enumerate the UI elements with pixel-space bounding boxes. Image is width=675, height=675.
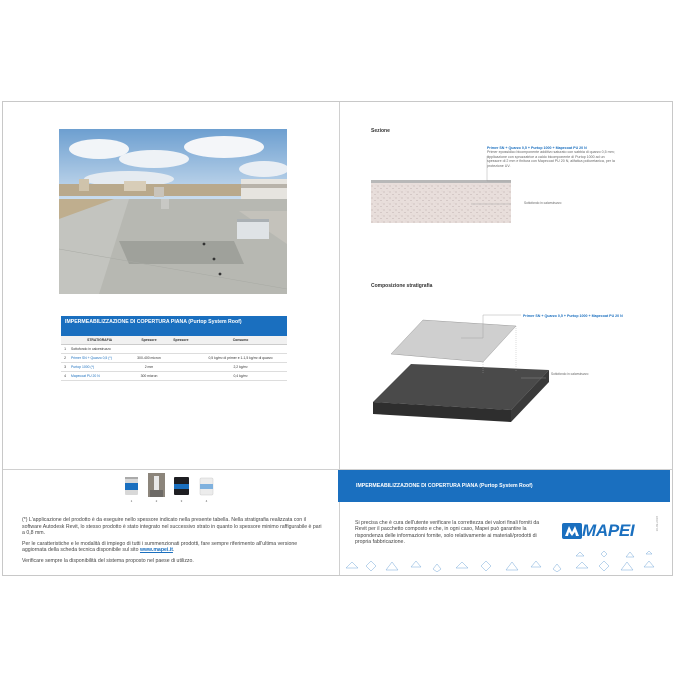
note-technical-sheet-text: Per le caratteristiche e le modalità di impiego di tutti i summenzionati prodotti, fare sempre riferimento all'ultima versione aggiornata della scheda tecnica disponibile sul sito [22, 540, 298, 554]
cell: 300-400 micron [130, 354, 168, 363]
product-application-image [148, 473, 165, 497]
cell [168, 345, 194, 354]
rooftop-photo [59, 129, 287, 294]
thumb-number: 3 [180, 499, 183, 503]
mapei-logo [562, 521, 634, 541]
cell [194, 345, 287, 354]
page-divider [339, 102, 340, 575]
document-code: 10-09-2018 [655, 516, 659, 532]
composition-substrate-label: Sottofondo in calcestruzzo [551, 372, 589, 376]
table-row [61, 354, 287, 363]
cell: 2 [61, 354, 69, 363]
col-header [61, 336, 69, 345]
thumb-number: 4 [205, 499, 208, 503]
document-spread [2, 101, 673, 576]
composition-title: Composizione stratigrafia [371, 283, 433, 289]
thumb-number: 2 [155, 499, 158, 503]
table-title: IMPERMEABILIZZAZIONE DI COPERTURA PIANA (Purtop System Roof) [61, 316, 287, 336]
cell: Purtop 1000 (*) [69, 363, 130, 372]
stratigraphy-table [61, 336, 287, 381]
cell [168, 363, 194, 372]
product-drum-image [173, 473, 190, 497]
section-callout-body: Primer epossidico bicomponente additivo saturato con sabbia di quarzo 0,5 mm; applicazione con spruzzatrice a caldo bicomponente di Purtop 1000 ad un spessore di 2 mm e finitura con Mapecoat PU 20 N, alifatica poliuretanica, per la protezione UV. [487, 150, 615, 168]
note-application: (*) L'applicazione del prodotto è da eseguire nello spessore indicato nella presente tabella. Nella stratigrafia realizzata con il software Autodesk Revit, lo stesso prodotto è stato integrato nel successivo strato in quanto lo spessore minimo raffigurabile è pari a 0,8 mm. [22, 517, 322, 537]
product-container-image [198, 473, 215, 497]
disclaimer: Si precisa che è cura dell'utente verificare la correttezza dei valori finali forniti da Revit per il pacchetto composto e che, in ogni caso, Mapei può garantire la rispondenza delle informazioni fornite, solo relativamente ai materiali/prodotti di propria fabbricazione. [355, 520, 540, 546]
col-header: Spessore [168, 336, 194, 345]
table-row [61, 372, 287, 381]
cell [168, 354, 194, 363]
footer-pattern [341, 548, 667, 572]
product-bucket-image [123, 473, 140, 497]
col-header: STRATIGRAFIA [69, 336, 130, 345]
section-callout-head: Primer SN + Quarzo 0,5 + Purtop 1000 + Mapecoat PU 20 N [487, 146, 587, 150]
section-substrate-label: Sottofondo in calcestruzzo [524, 201, 562, 205]
cell: Mapecoat PU 20 N [69, 372, 130, 381]
note-availability: Verificare sempre la disponibilità del sistema proposto nel paese di utilizzo. [22, 557, 194, 564]
section-title: Sezione [371, 128, 390, 134]
cell: 1 [61, 345, 69, 354]
footer-banner: IMPERMEABILIZZAZIONE DI COPERTURA PIANA (Purtop System Roof) [338, 470, 670, 502]
cell: 2 mm [130, 363, 168, 372]
logo-text: MAPEI [582, 521, 635, 540]
cell: 3 [61, 363, 69, 372]
note-technical-sheet: Per le caratteristiche e le modalità di impiego di tutti i summenzionati prodotti, fare sempre riferimento all'ultima versione aggiornata della scheda tecnica disponibile sul sito www.mapei.it. [22, 540, 298, 554]
mapei-mark-icon [562, 523, 582, 539]
table-row [61, 363, 287, 372]
composition-callout-head: Primer SN + Quarzo 0,5 + Purtop 1000 + Mapecoat PU 20 N [523, 314, 623, 318]
table-header-row [61, 336, 287, 345]
col-header: Spessore [130, 336, 168, 345]
cell [168, 372, 194, 381]
col-header: Consumo [194, 336, 287, 345]
composition-diagram [371, 312, 561, 427]
table-row [61, 345, 287, 354]
cell [130, 345, 168, 354]
footnotes [22, 517, 322, 569]
cell: 4 [61, 372, 69, 381]
cell: 0,4 kg/m² [194, 372, 287, 381]
section-diagram [371, 142, 621, 232]
cell: 300 micron [130, 372, 168, 381]
thumb-number: 1 [130, 499, 133, 503]
cell: Primer SN + Quarzo 0,5 (*) [69, 354, 130, 363]
cell: 2,2 kg/m² [194, 363, 287, 372]
cell: 0,5 kg/m² di primer e 1-1,5 kg/m² di quarzo [194, 354, 287, 363]
mapei-website-link[interactable]: www.mapei.it [139, 547, 173, 554]
cell: Sottofondo in calcestruzzo [69, 345, 130, 354]
stratigraphy-table-card [61, 316, 287, 381]
